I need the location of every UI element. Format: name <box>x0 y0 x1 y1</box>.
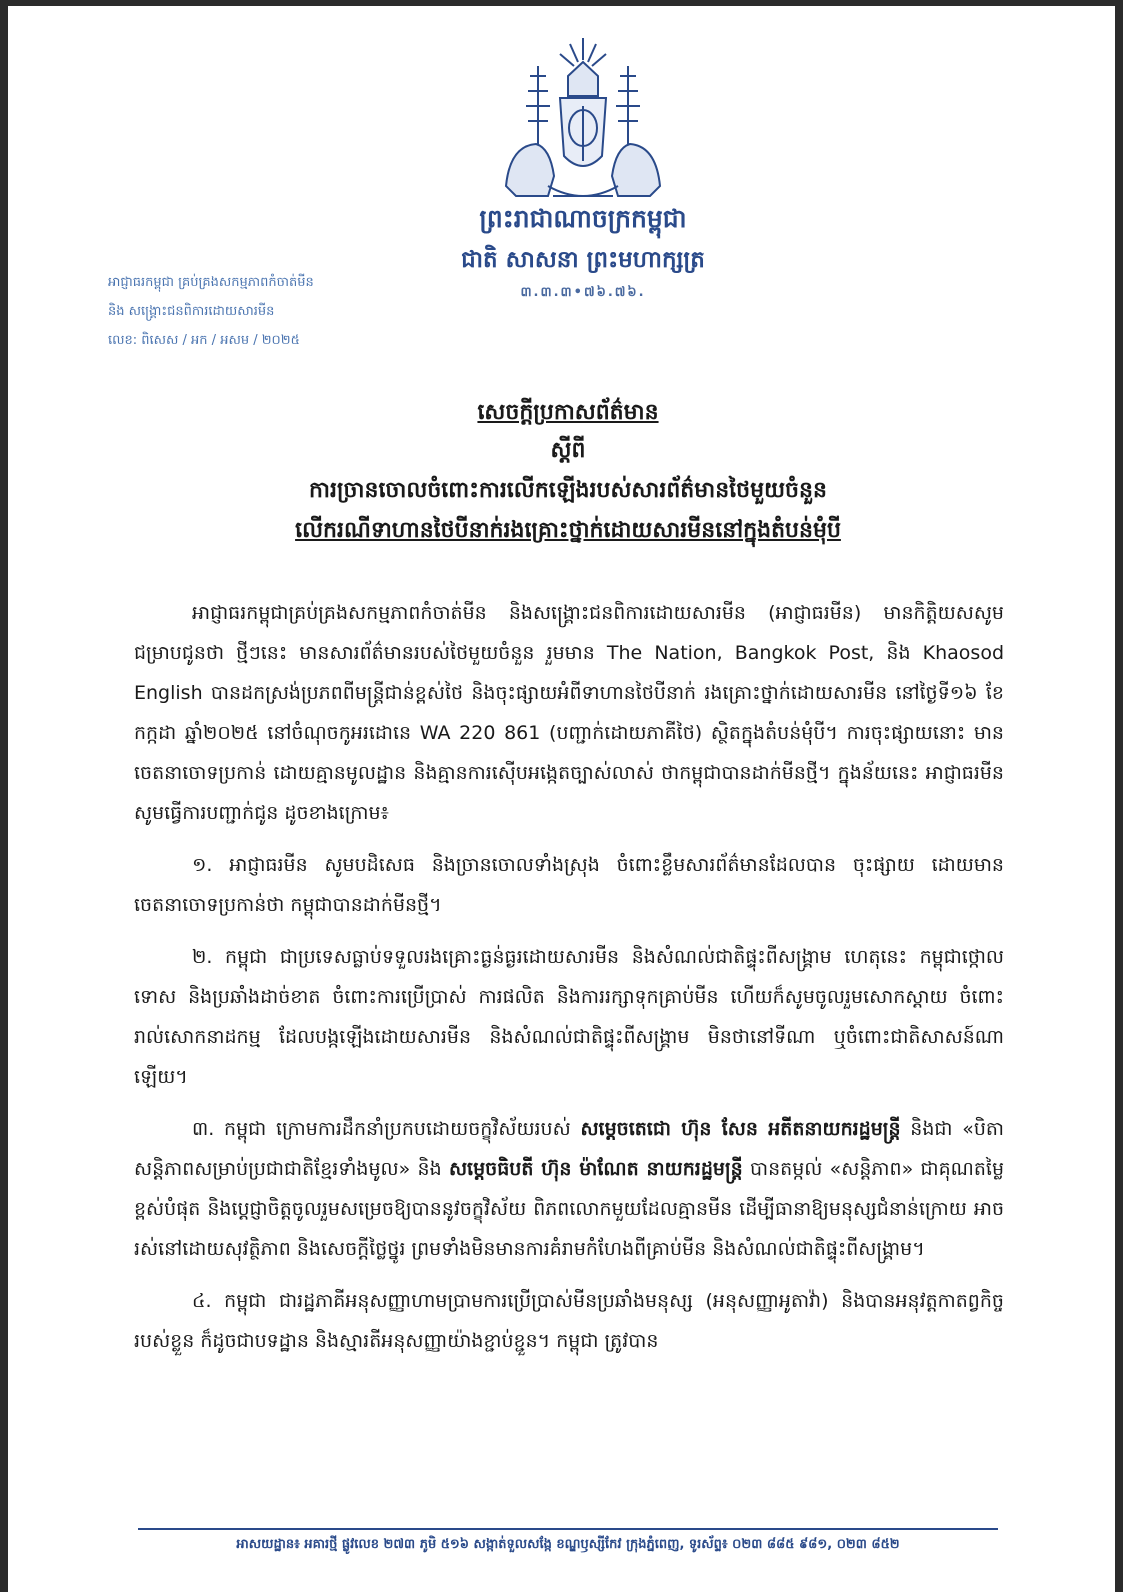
title-about: ស្តីពី <box>550 438 586 463</box>
issuing-authority-block <box>108 268 408 355</box>
point-3-text-a: ៣. កម្ពុជា ក្រោមការដឹកនាំប្រកបដោយចក្ខុវិស័យរបស់ <box>192 1118 581 1140</box>
point-3-paragraph <box>134 1109 1004 1269</box>
point-2-paragraph: ២. កម្ពុជា ជាប្រទេសធ្លាប់ទទួលរងគ្រោះធ្ងន់ធ្ងរដោយសារមីន និងសំណល់ជាតិផ្ទុះពីសង្គ្រាម ហេតុនេះ កម្ពុជាថ្កោលទោស និងប្រឆាំងដាច់ខាត ចំពោះការប្រើប្រាស់ ការផលិត និងការរក្សាទុកគ្រាប់មីន ហើយក៏សូមចូលរួមសោកស្តាយ ចំពោះរាល់សោកនាដកម្ម ដែលបង្កឡើងដោយសារមីន និងសំណល់ជាតិផ្ទុះពីសង្គ្រាម មិនថានៅទីណា ឬចំពោះជាតិសាសន៍ណាឡើយ។ <box>134 946 1004 1088</box>
motto-ornament: ៣.៣.៣•៧៦.៧៦. <box>520 285 646 300</box>
title-subject-line2: លើករណីទាហានថៃបីនាក់រងគ្រោះថ្នាក់ដោយសារមីននៅក្នុងតំបន់មុំបី <box>295 518 841 543</box>
footer-address: អាសយដ្ឋាន៖ អគារថ្មី ផ្លូវលេខ ២៧៣ ភូមិ ៥១៦ សង្កាត់ទួលសង្កែ ខណ្ឌឫស្សីកែវ ក្រុងភ្នំពេញ, ទូរស័ព្ទ៖ ០២៣ ៨៨៥ ៩៨១, ០២៣ ៨៥២ <box>138 1528 998 1555</box>
document-body <box>134 593 1004 1373</box>
intro-paragraph: អាជ្ញាធរកម្ពុជាគ្រប់គ្រងសកម្មភាពកំចាត់មីន និងសង្គ្រោះជនពិការដោយសារមីន (អាជ្ញាធរមីន) មានកិត្តិយសសូមជម្រាបជូនថា ថ្មីៗនេះ មានសារព័ត៌មានរបស់ថៃមួយចំនួន រួមមាន The Nation, Bangkok Post, និង Khaosod English បានដកស្រង់ប្រភពពីមន្ត្រីជាន់ខ្ពស់ថៃ និងចុះផ្សាយអំពីទាហានថៃបីនាក់ រងគ្រោះថ្នាក់ដោយសារមីន នៅថ្ងៃទី១៦ ខែកក្កដា ឆ្នាំ២០២៥ នៅចំណុចកូអរដោនេ WA 220 861 (បញ្ជាក់ដោយភាគីថៃ) ស្ថិតក្នុងតំបន់មុំបី។ ការចុះផ្សាយនោះ មានចេតនាចោទប្រកាន់ ដោយគ្មានមូលដ្ឋាន និងគ្មានការស៊ើបអង្កេតច្បាស់លាស់ ថាកម្ពុជាបានដាក់មីនថ្មី។ ក្នុងន័យនេះ អាជ្ញាធរមីន សូមធ្វើការបញ្ជាក់ជូន ដូចខាងក្រោម៖ <box>134 602 1004 824</box>
point-1-paragraph: ១. អាជ្ញាធរមីន សូមបដិសេធ និងច្រានចោលទាំងស្រុង ចំពោះខ្លឹមសារព័ត៌មានដែលបាន ចុះផ្សាយ ដោយមានចេតនាចោទប្រកាន់ថា កម្ពុជាបានដាក់មីនថ្មី។ <box>134 854 1004 916</box>
kingdom-name: ព្រះរាជាណាចក្រកម្ពុជា <box>479 204 687 233</box>
document-title: សេចក្តីប្រកាសព័ត៌មាន <box>477 400 659 425</box>
authority-name-line1: អាជ្ញាធរកម្ពុជា គ្រប់គ្រងសកម្មភាពកំចាត់មីន <box>108 275 314 290</box>
point-3-text-c: និងជា «បិតាសន្តិភាពសម្រាប់ប្រជាជាតិខ្មែរទាំងមូល» និង <box>134 1118 1004 1180</box>
national-motto: ជាតិ សាសនា ព្រះមហាក្សត្រ <box>461 247 705 273</box>
point-4-paragraph: ៤. កម្ពុជា ជារដ្ឋភាគីអនុសញ្ញាហាមប្រាមការប្រើប្រាស់មីនប្រឆាំងមនុស្ស (អនុសញ្ញាអូតាវ៉ា) និងបានអនុវត្តកាតព្វកិច្ចរបស់ខ្លួន ក៏ដូចជាបទដ្ឋាន និងស្មារតីអនុសញ្ញាយ៉ាងខ្ជាប់ខ្ជួន។ កម្ពុជា ត្រូវបាន <box>134 1290 1004 1352</box>
title-subject-line1: ការច្រានចោលចំពោះការលើកឡើងរបស់សារព័ត៌មានថៃមួយចំនួន <box>309 478 827 503</box>
reference-number: លេខ: ពិសេស / អក / អសម / ២០២៥ <box>108 333 300 348</box>
point-3-text-e: បានតម្កល់ «សន្តិភាព» ជាគុណតម្លៃខ្ពស់បំផុត និងប្តេជ្ញាចិត្តចូលរួមសម្រេចឱ្យបាននូវចក្ខុវិស័យ ពិភពលោកមួយដែលគ្មានមីន ដើម្បីធានាឱ្យមនុស្សជំនាន់ក្រោយ អាចរស់នៅដោយសុវត្ថិភាព និងសេចក្តីថ្លៃថ្នូរ ព្រមទាំងមិនមានការគំរាមកំហែងពីគ្រាប់មីន និងសំណល់ជាតិផ្ទុះពីសង្គ្រាម។ <box>134 1158 1004 1260</box>
royal-coat-of-arms-emblem <box>498 36 668 204</box>
point-3-name-hun-sen: សម្តេចតេជោ ហ៊ុន សែន អតីតនាយករដ្ឋមន្ត្រី <box>580 1118 901 1140</box>
point-3-name-hun-manet: សម្តេចធិបតី ហ៊ុន ម៉ាណែត នាយករដ្ឋមន្ត្រី <box>448 1158 743 1180</box>
document-page <box>8 6 1115 1592</box>
authority-name-line2: និង សង្គ្រោះជនពិការដោយសារមីន <box>108 304 275 319</box>
